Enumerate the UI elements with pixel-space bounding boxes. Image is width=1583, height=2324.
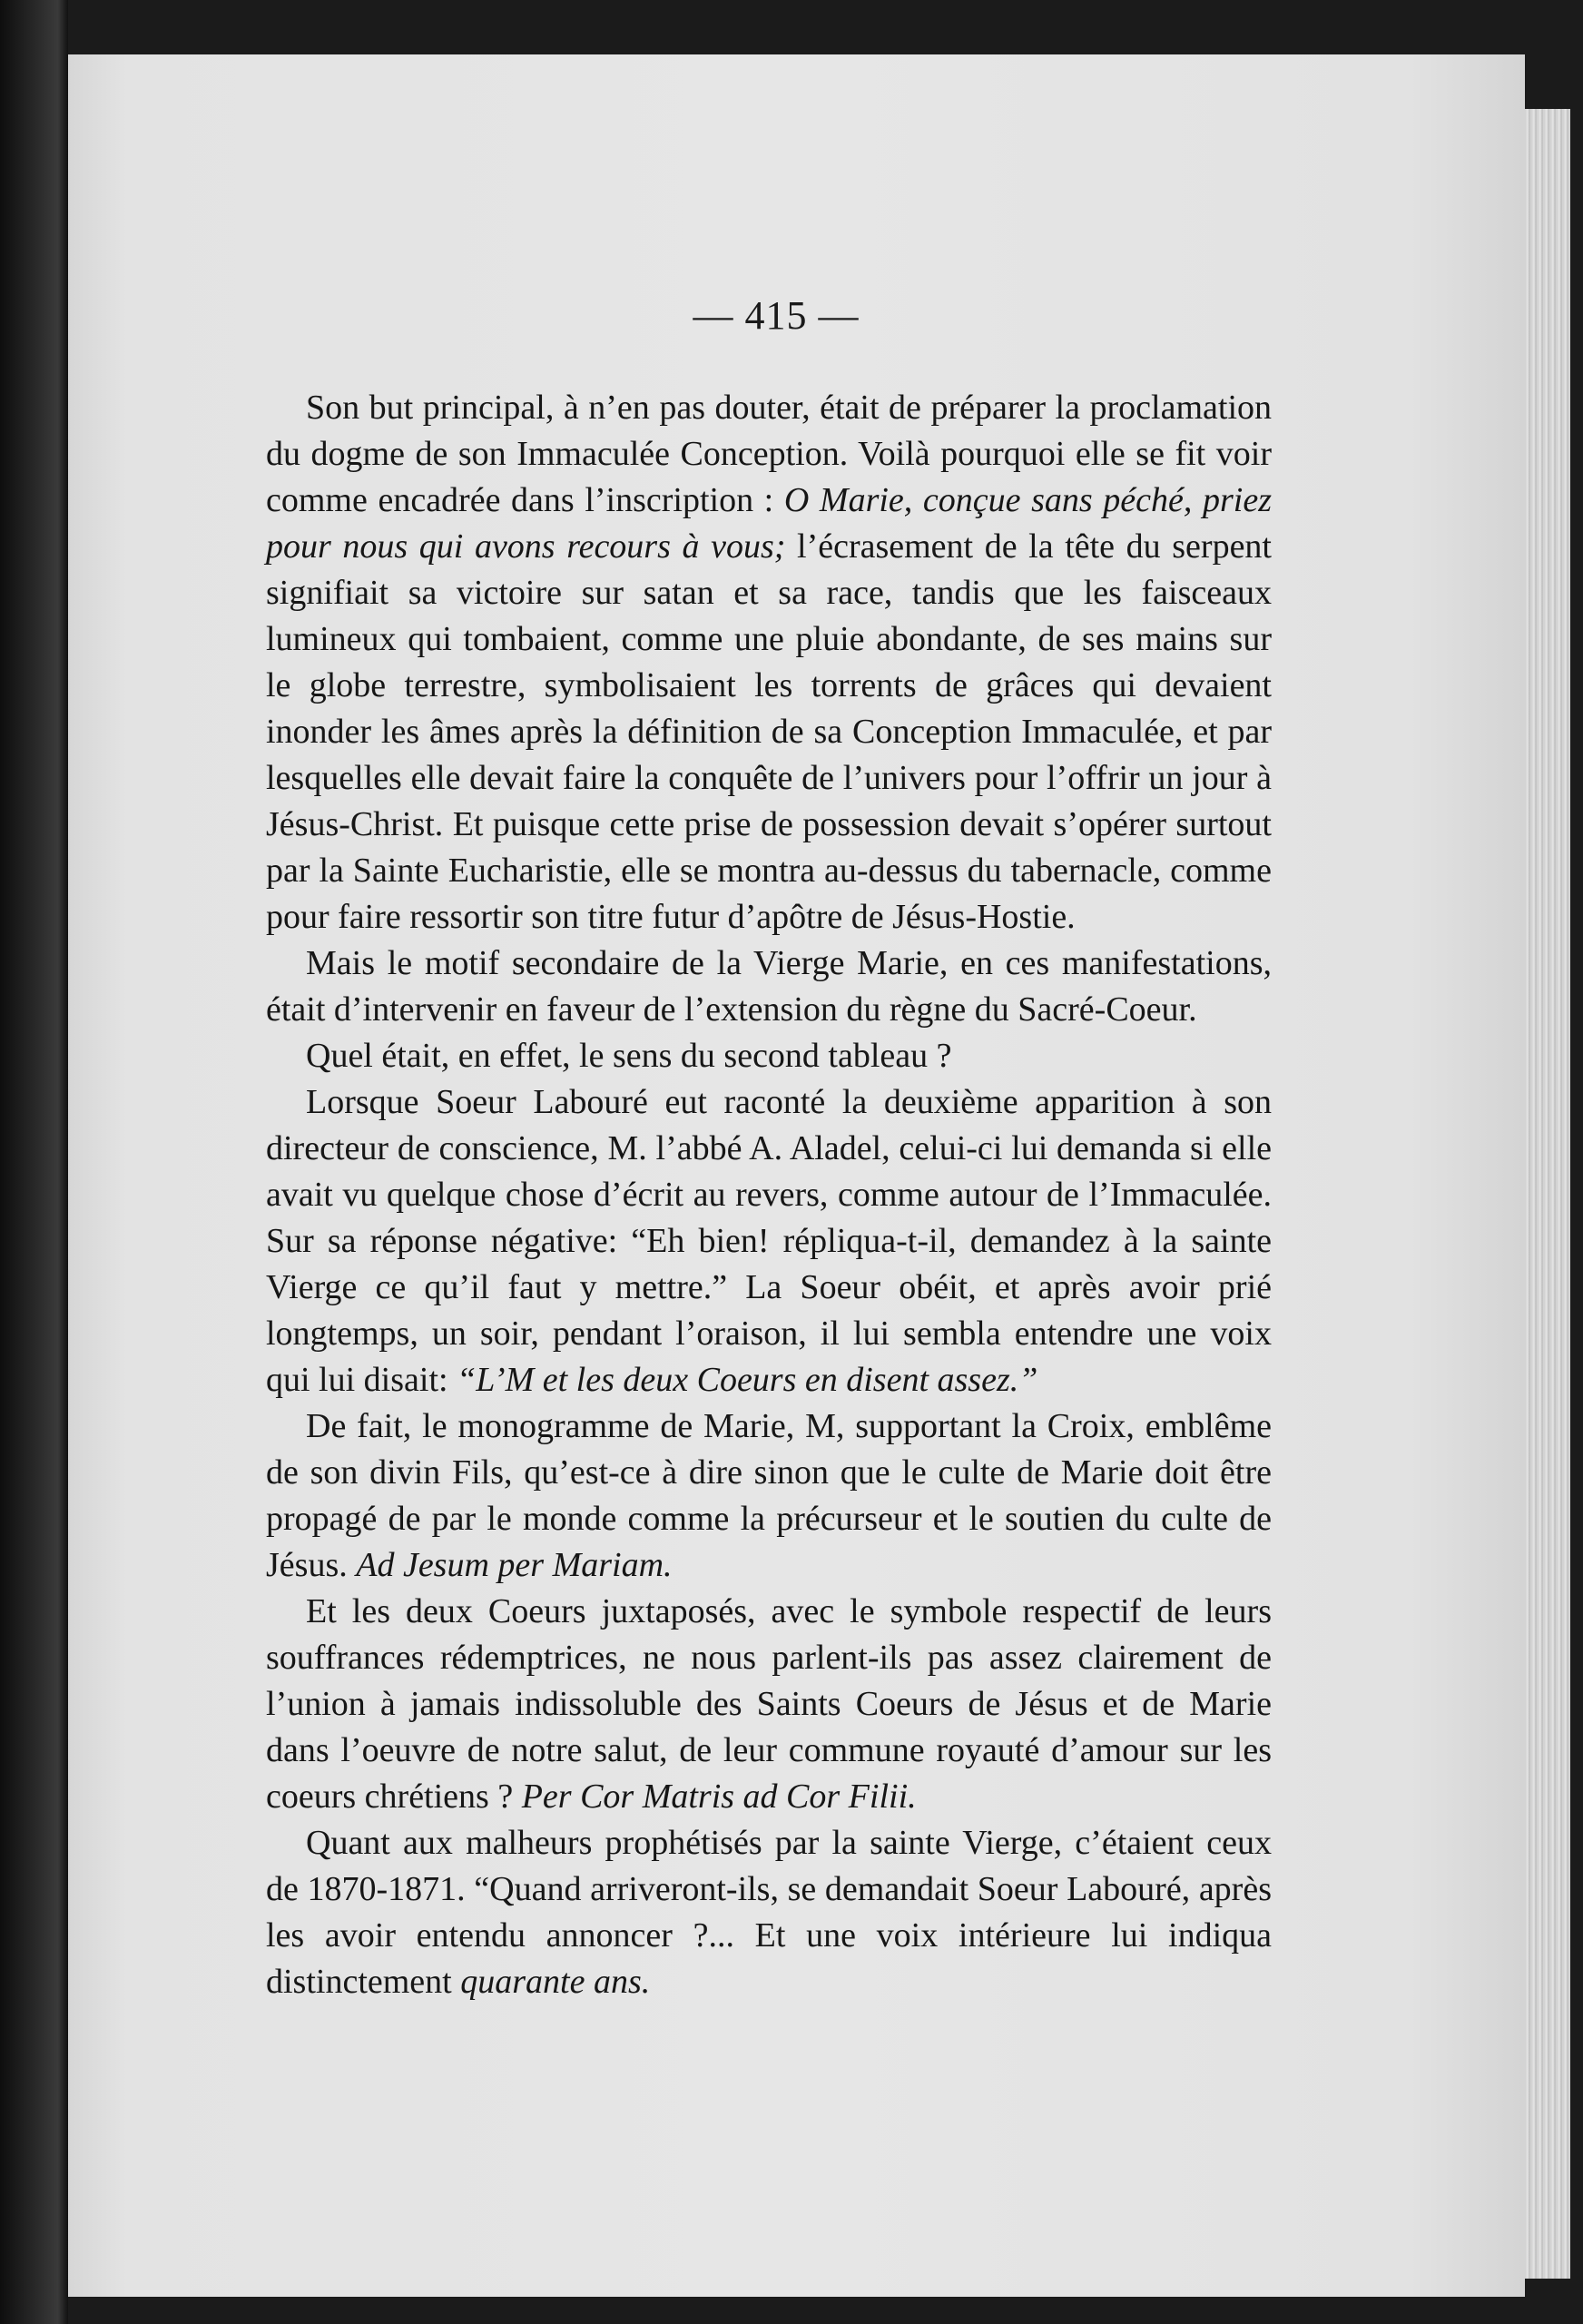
paragraph	[266, 1589, 1272, 1820]
italic-text: Per Cor Matris ad Cor Filii.	[521, 1777, 917, 1816]
italic-text: O Marie, conçue sans péché, priez pour nous qui avons recours à vous;	[266, 481, 1272, 566]
text-run: Son but principal, à n’en pas douter, était de préparer la proclamation du dogme de son Immaculée Conception. Voilà pourquoi elle se fit voir comme encadrée dans l’inscription :	[266, 389, 1272, 519]
book-spine-edge	[0, 0, 68, 2324]
page-stack-edge	[1525, 109, 1570, 2279]
paragraph	[266, 940, 1272, 1033]
paragraph	[266, 1820, 1272, 2005]
body-text	[266, 385, 1272, 2005]
text-run: De fait, le monogramme de Marie, M, supportant la Croix, emblême de son divin Fils, qu’est-ce à dire sinon que le culte de Marie doit être propagé de par le monde comme la précurseur et le soutien du culte de Jésus.	[266, 1407, 1272, 1584]
text-run: Mais le motif secondaire de la Vierge Marie, en ces manifestations, était d’intervenir en faveur de l’extension du règne du Sacré-Coeur.	[266, 944, 1272, 1029]
text-run: Quel était, en effet, le sens du second tableau ?	[306, 1037, 952, 1075]
text-run: l’écrasement de la tête du serpent signifiait sa victoire sur satan et sa race, tandis que les faisceaux lumineux qui tombaient, comme une pluie abondante, de ses mains sur le globe terrestre, symbolisaient les torrents de grâces qui devaient inonder les âmes après la définition de sa Conception Immaculée, et par lesquelles elle devait faire la conquête de l’univers pour l’offrir un jour à Jésus-Christ. Et puisque cette prise de possession devait s’opérer surtout par la Sainte Eucharistie, elle se montra au-dessus du tabernacle, comme pour faire ressortir son titre futur d’apôtre de Jésus-Hostie.	[266, 527, 1272, 936]
paragraph	[266, 1033, 1272, 1079]
book-page	[68, 54, 1525, 2297]
page-number: — 415 —	[693, 293, 860, 338]
paragraph	[266, 1403, 1272, 1589]
text-run: Lorsque Soeur Labouré eut raconté la deuxième apparition à son directeur de conscience, M. l’abbé A. Aladel, celui-ci lui demanda si elle avait vu quelque chose d’écrit au revers, comme autour de l’Immaculée. Sur sa réponse négative: “Eh bien! répliqua-t-il, demandez à la sainte Vierge ce qu’il faut y mettre.” La Soeur obéit, et après avoir prié longtemps, un soir, pendant l’oraison, il lui sembla entendre une voix qui lui disait:	[266, 1083, 1272, 1399]
italic-text: “L’M et les deux Coeurs en disent assez.”	[457, 1361, 1038, 1399]
italic-text: quarante ans.	[460, 1963, 651, 2001]
text-run: Et les deux Coeurs juxtaposés, avec le symbole respectif de leurs souffrances rédemptrices, ne nous parlent-ils pas assez clairement de l’union à jamais indissoluble des Saints Coeurs de Jésus et de Marie dans l’oeuvre de notre salut, de leur commune royauté d’amour sur les coeurs chrétiens ?	[266, 1592, 1272, 1816]
text-run: Quant aux malheurs prophétisés par la sainte Vierge, c’étaient ceux de 1870-1871. “Quand arriveront-ils, se demandait Soeur Labouré, après les avoir entendu annoncer ?... Et une voix intérieure lui indiqua distinctement	[266, 1824, 1272, 2001]
paragraph	[266, 385, 1272, 940]
paragraph	[266, 1079, 1272, 1403]
italic-text: Ad Jesum per Mariam.	[356, 1546, 673, 1584]
